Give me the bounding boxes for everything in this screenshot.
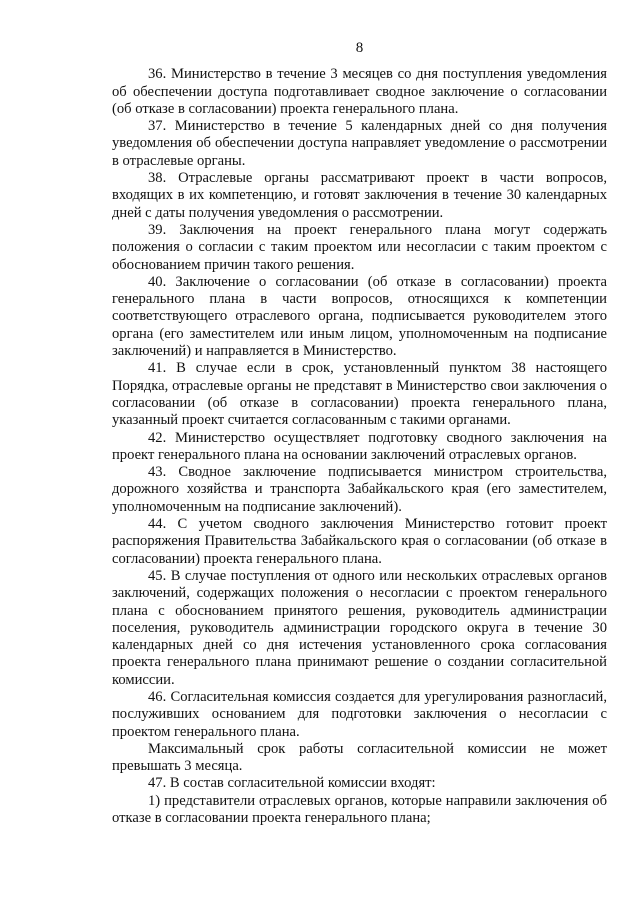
paragraph-40: 40. Заключение о согласовании (об отказе в согласовании) проекта генерального плана в части вопросов, относящихся к компетенции соответствующего отраслевого органа, подписывается руководителем этого органа (его заместителем или иным лицом, уполномоченным на подписание заключений) и направляется в Министерство. — [112, 273, 607, 360]
list-item-1: 1) представители отраслевых органов, которые направили заключения об отказе в согласовании проекта генерального плана; — [112, 792, 607, 827]
paragraph-46: 46. Согласительная комиссия создается для урегулирования разногласий, послуживших основанием для подготовки заключения о несогласии с проектом генерального плана. — [112, 688, 607, 740]
paragraph-commission-term: Максимальный срок работы согласительной комиссии не может превышать 3 месяца. — [112, 740, 607, 775]
paragraph-42: 42. Министерство осуществляет подготовку сводного заключения на проект генерального плана на основании заключений отраслевых органов. — [112, 429, 607, 463]
paragraph-41: 41. В случае если в срок, установленный пунктом 38 настоящего Порядка, отраслевые органы не представят в Министерство свои заключения о согласовании (об отказе в согласовании) проекта генерального плана, указанный проект считается согласованным с такими органами. — [112, 360, 607, 429]
paragraph-37: 37. Министерство в течение 5 календарных дней со дня получения уведомления об обеспечении доступа направляет уведомление о рассмотрении в отраслевые органы. — [112, 118, 607, 169]
paragraph-43: 43. Сводное заключение подписывается министром строительства, дорожного хозяйства и транспорта Забайкальского края (его заместителем, уполномоченным на подписание заключений). — [112, 464, 607, 515]
paragraph-39: 39. Заключения на проект генерального плана могут содержать положения о согласии с таким проектом или несогласии с таким проектом с обоснованием причин такого решения. — [112, 221, 607, 273]
page-number: 8 — [355, 40, 364, 56]
paragraph-47: 47. В состав согласительной комиссии входят: — [148, 775, 436, 792]
paragraph-38: 38. Отраслевые органы рассматривают проект в части вопросов, входящих в их компетенцию, и готовят заключения в течение 30 календарных дней с даты получения уведомления о рассмотрении. — [112, 170, 607, 221]
paragraph-45: 45. В случае поступления от одного или нескольких отраслевых органов заключений, содержащих положения о несогласии с проектом генерального плана с обоснованием принятого решения, руководитель администрации поселения, руководитель администрации городского округа в течение 30 календарных дней со дня истечения установленного срока согласования проекта генерального плана принимают решение о создании согласительной комиссии. — [112, 567, 607, 688]
paragraph-36: 36. Министерство в течение 3 месяцев со дня поступления уведомления об обеспечении доступа подготавливает сводное заключение о согласовании (об отказе в согласовании) проекта генерального плана. — [112, 66, 607, 117]
paragraph-44: 44. С учетом сводного заключения Министерство готовит проект распоряжения Правительства Забайкальского края о согласовании (об отказе в согласовании) проекта генерального плана. — [112, 516, 607, 567]
document-page — [112, 40, 607, 827]
